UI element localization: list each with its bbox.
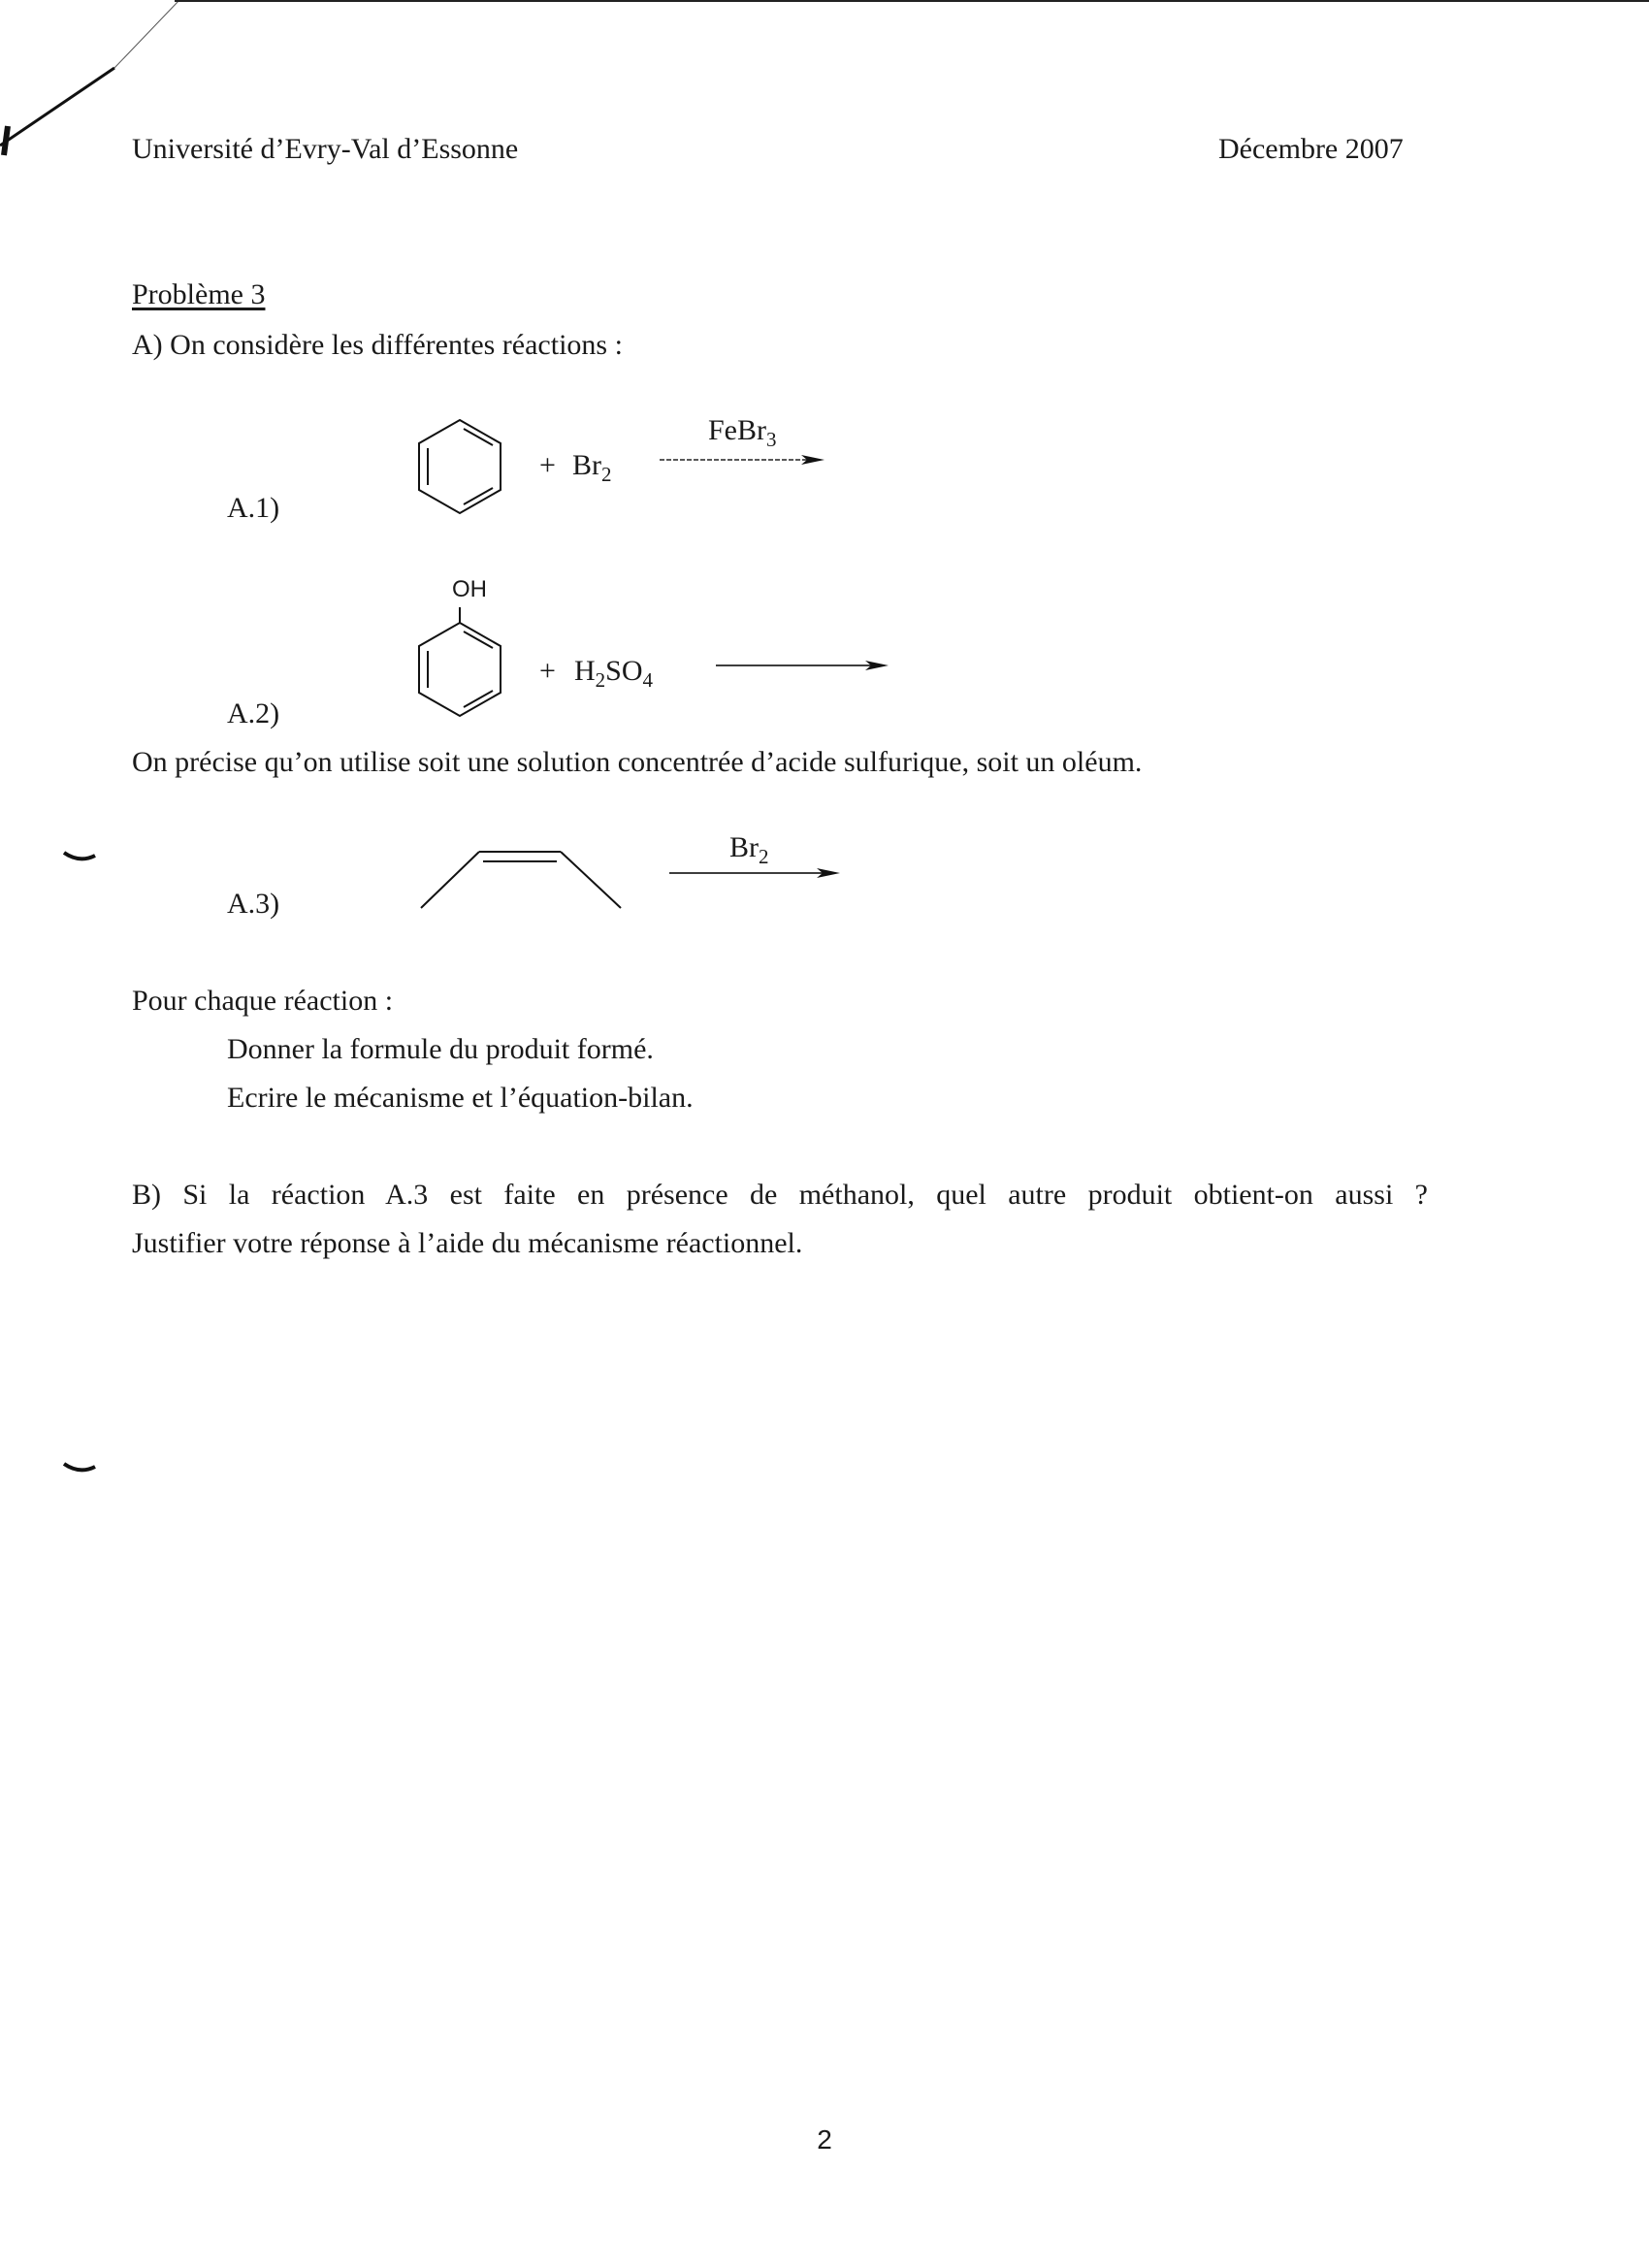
reaction-a3-arrow [669, 863, 854, 883]
reaction-a1-plus: + [539, 449, 556, 481]
top-border-line [175, 0, 1649, 6]
university-name: Université d’Evry-Val d’Essonne [132, 133, 519, 165]
instruction-item-1: Donner la formule du produit formé. [227, 1033, 654, 1065]
instruction-item-2: Ecrire le mécanisme et l’équation-bilan. [227, 1082, 694, 1114]
reaction-a1-label: A.1) [227, 492, 280, 524]
reaction-a1-reagent: $Br_2$ [572, 449, 612, 486]
problem-title: Problème 3 [132, 278, 266, 310]
phenol-structure [415, 603, 512, 722]
reaction-a3-label: A.3) [227, 888, 280, 920]
reaction-a2-reagent: $H_2SO_4$ [574, 655, 654, 692]
instructions-heading: Pour chaque réaction : [132, 985, 394, 1017]
punch-mark-bottom [62, 1461, 97, 1476]
reaction-a2-arrow [716, 656, 900, 675]
reaction-a2-plus: + [539, 655, 556, 687]
part-b-justify: Justifier votre réponse à l’aide du mécanisme réactionnel. [132, 1227, 803, 1259]
benzene-structure [415, 415, 512, 522]
cis-2-butene-structure [419, 838, 632, 916]
punch-mark-top [62, 850, 97, 865]
phenol-oh-label: OH [452, 576, 487, 602]
reaction-a1-arrow [660, 450, 834, 470]
part-a-intro: A) On considère les différentes réactions : [132, 329, 623, 361]
part-b-question: B) Si la réaction A.3 est faite en présence de méthanol, quel autre produit obtient-on aussi ? [132, 1179, 1428, 1211]
reaction-a3-reagent: $Br_2$ [729, 831, 769, 868]
reaction-a1-catalyst: FeBr$_3$ [708, 414, 777, 451]
note-a2: On précise qu’on utilise soit une solution concentrée d’acide sulfurique, soit un oléum. [132, 746, 1143, 778]
page-number: 2 [817, 2124, 832, 2155]
reaction-a2-label: A.2) [227, 697, 280, 729]
exam-date: Décembre 2007 [1218, 133, 1404, 165]
